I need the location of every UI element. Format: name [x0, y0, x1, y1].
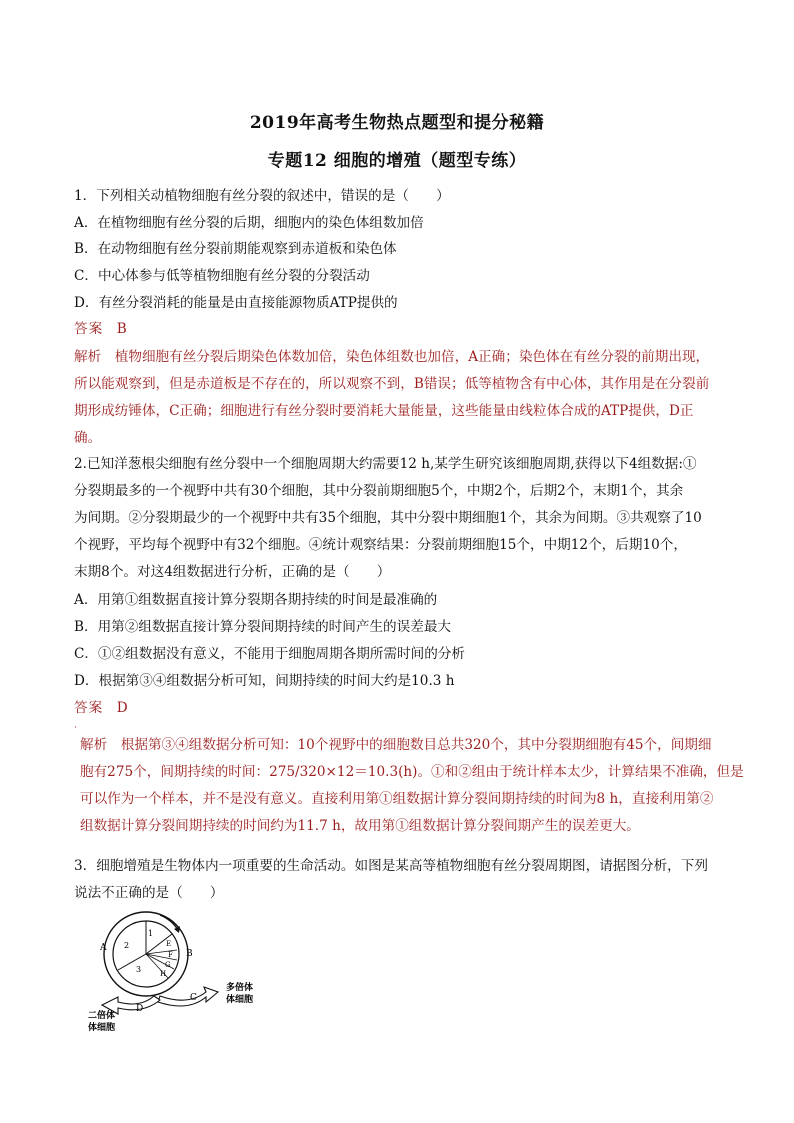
q2-analysis-line-3: 可以作为一个样本，并不是没有意义。直接利用第①组数据计算分裂间期持续的时间为8 h，直接利用第②: [80, 791, 714, 807]
q1-analysis-line-2: 所以能观察到，但是赤道板是不存在的，所以观察不到，B错误；低等植物含有中心体，其作用是在分裂前: [74, 376, 710, 392]
label-h: H: [160, 970, 167, 978]
q2-option-d: D．根据第③④组数据分析可知，间期持续的时间大约是10.3 h: [74, 673, 455, 689]
q2-answer: [74, 699, 128, 717]
q2-option-c: C．①②组数据没有意义，不能用于细胞周期各期所需时间的分析: [74, 646, 466, 662]
q2-stem-line-4: 个视野，平均每个视野中有32个细胞。④统计观察结果：分裂前期细胞15个，中期12个，后期10个，: [74, 537, 687, 553]
answer-label: 答案: [74, 321, 104, 337]
q1-option-c: C．中心体参与低等植物细胞有丝分裂的分裂活动: [74, 268, 370, 284]
label-c: C: [190, 993, 197, 1003]
label-diploid-1: 二倍体: [88, 1011, 116, 1021]
q3-stem-line-2: 说法不正确的是（ ）: [74, 885, 224, 901]
label-b: B: [186, 949, 193, 959]
q1-answer: [74, 320, 127, 338]
q1-analysis-line-1: 解析 植物细胞有丝分裂后期染色体数加倍，染色体组数也加倍，A正确；染色体在有丝分裂的前期出现，: [74, 349, 710, 365]
answer-value: D: [116, 700, 128, 716]
q2-option-b: B．用第②组数据直接计算分裂间期持续的时间产生的误差最大: [74, 619, 452, 635]
q1-analysis-line-4: 确。: [74, 430, 102, 446]
q1-analysis-line-3: 期形成纺锤体，C正确；细胞进行有丝分裂时要消耗大量能量，这些能量由线粒体合成的ATP提供，D正: [74, 403, 694, 419]
answer-value: B: [116, 321, 127, 337]
cycle-arrowhead: [174, 926, 180, 933]
label-diploid-2: 体细胞: [88, 1023, 116, 1033]
sector-line: [118, 954, 146, 970]
label-1: 1: [148, 929, 154, 938]
q2-option-a: A．用第①组数据直接计算分裂期各期持续的时间是最准确的: [74, 592, 438, 608]
q2-stem-line-3: 为间期。②分裂期最少的一个视野中共有35个细胞，其中分裂中期细胞1个，其余为间期。③共观察了10: [74, 510, 702, 526]
cycle-arrow: [160, 915, 178, 930]
q1-option-d: D．有丝分裂消耗的能量是由直接能源物质ATP提供的: [74, 295, 398, 311]
q1-option-b: B．在动物细胞有丝分裂前期能观察到赤道板和染色体: [74, 241, 397, 257]
q2-analysis-line-1: 解析 根据第③④组数据分析可知：10个视野中的细胞数目总共320个，其中分裂期细胞有45个，间期细: [80, 737, 712, 753]
q2-stem-line-5: 末期8个。对这4组数据进行分析，正确的是（ ）: [74, 564, 391, 580]
q1-option-a: A．在植物细胞有丝分裂的后期，细胞内的染色体组数加倍: [74, 215, 424, 231]
label-a: A: [100, 943, 107, 953]
q2-stem-line-2: 分裂期最多的一个视野中共有30个细胞，其中分裂前期细胞5个，中期2个，后期2个，末期1个，其余: [74, 483, 684, 499]
label-3: 3: [136, 965, 142, 974]
cell-cycle-diagram: [88, 910, 288, 1040]
label-g: G: [165, 961, 171, 969]
document-title: 2019年高考生物热点题型和提分秘籍: [249, 113, 545, 133]
label-2: 2: [124, 941, 130, 950]
q2-analysis-line-4: 组数据计算分裂间期持续的时间约为11.7 h，故用第①组数据计算分裂间期产生的误差更大。: [80, 818, 640, 834]
label-polyploid-1: 多倍体: [226, 983, 254, 993]
label-f: F: [168, 951, 173, 959]
q2-analysis-line-2: 胞有275个，间期持续的时间：275/320×12＝10.3(h)。①和②组由于统计样本太少，计算结果不准确，但是: [80, 764, 744, 780]
answer-label: 答案: [74, 700, 104, 716]
q2-stem-line-1: 2.已知洋葱根尖细胞有丝分裂中一个细胞周期大约需要12 h,某学生研究该细胞周期,获得以下4组数据:①: [74, 456, 697, 472]
label-d: D: [136, 1004, 144, 1014]
q2-mark: ·: [74, 723, 77, 733]
document-subtitle: 专题12 细胞的增殖（题型专练）: [267, 151, 527, 171]
q3-stem-line-1: 3．细胞增殖是生物体内一项重要的生命活动。如图是某高等植物细胞有丝分裂周期图，请据图分析，下列: [74, 858, 708, 874]
label-polyploid-2: 体细胞: [226, 995, 254, 1005]
q1-stem: 1．下列相关动植物细胞有丝分裂的叙述中，错误的是（ ）: [74, 188, 450, 204]
label-e: E: [166, 940, 172, 948]
